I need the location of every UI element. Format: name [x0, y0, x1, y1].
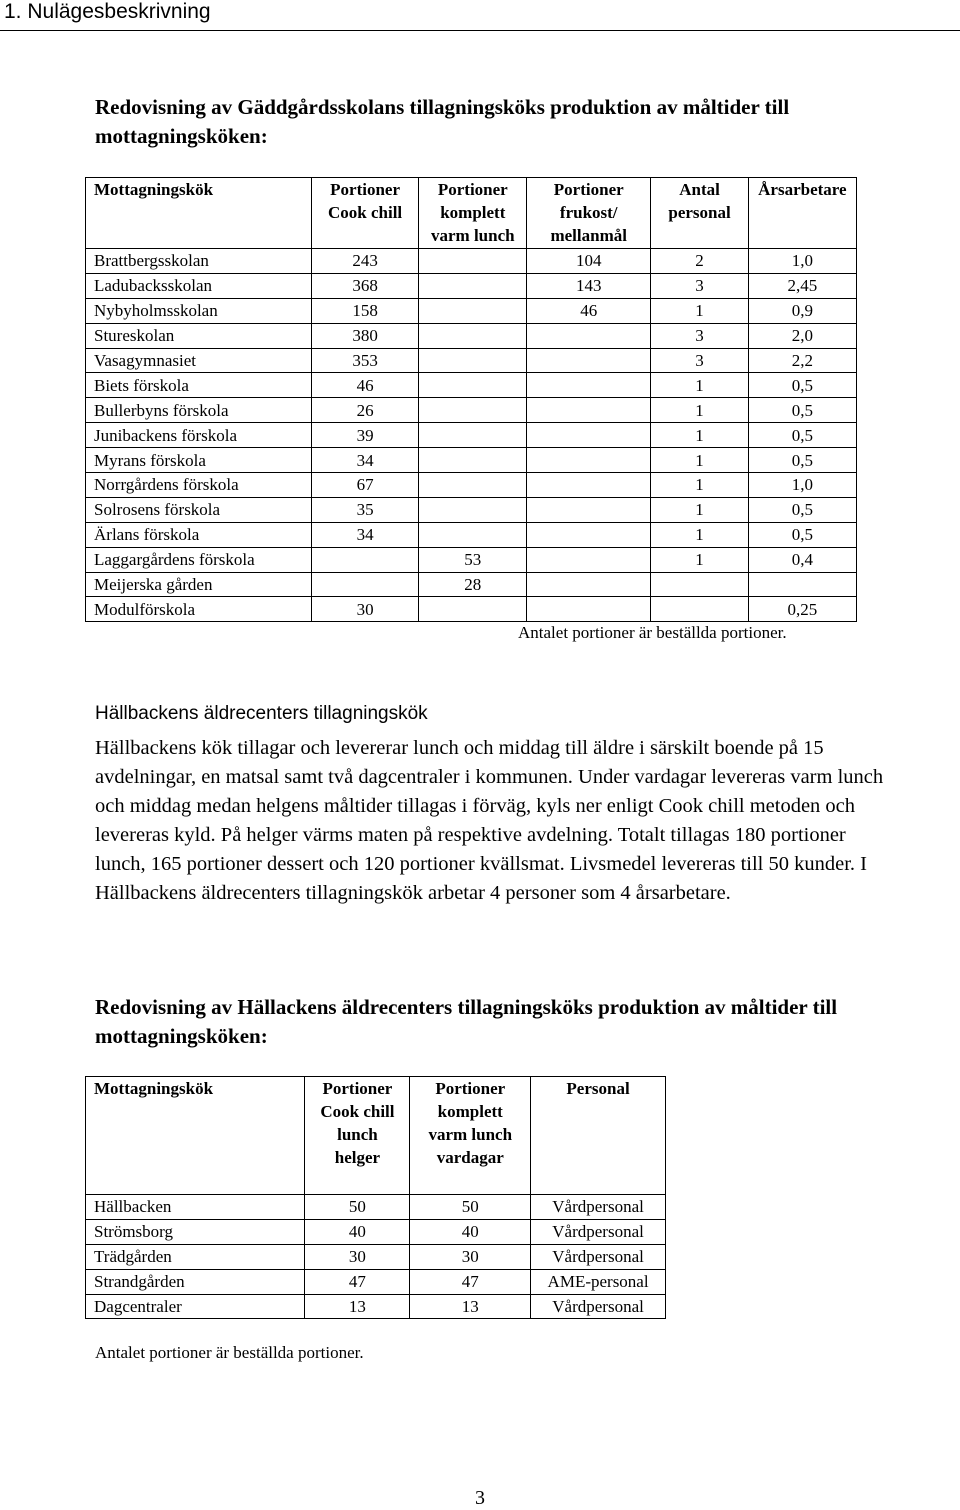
- cell-cookchill-helger: 40: [305, 1219, 410, 1244]
- table-row: [86, 1244, 666, 1269]
- cell-varm-lunch: [419, 348, 527, 373]
- cell-antal-personal: 1: [651, 298, 748, 323]
- cell-mottagningskok: Junibackens förskola: [86, 423, 312, 448]
- table-header-row: [86, 178, 857, 249]
- cell-arsarbetare: 0,25: [748, 597, 856, 622]
- col-header-frukost: Portioner frukost/ mellanmål: [527, 178, 651, 249]
- cell-personal: Vårdpersonal: [531, 1219, 666, 1244]
- cell-mottagningskok: Modulförskola: [86, 597, 312, 622]
- cell-arsarbetare: 2,2: [748, 348, 856, 373]
- cell-varm-lunch-vardagar: 50: [410, 1195, 531, 1220]
- cell-antal-personal: 3: [651, 273, 748, 298]
- cell-frukost: 104: [527, 249, 651, 274]
- cell-personal: AME-personal: [531, 1269, 666, 1294]
- cell-cookchill: 243: [311, 249, 419, 274]
- cell-cookchill-helger: 50: [305, 1195, 410, 1220]
- cell-cookchill: [311, 547, 419, 572]
- table-row: [86, 348, 857, 373]
- cell-frukost: [527, 323, 651, 348]
- cell-frukost: [527, 522, 651, 547]
- section3-heading: Redovisning av Hällackens äldrecenters tillagningsköks produktion av måltider till mottagningsköken:: [95, 995, 838, 1048]
- col-header-antal-personal: Antal personal: [651, 178, 748, 249]
- cell-mottagningskok: Biets förskola: [86, 373, 312, 398]
- cell-antal-personal: 1: [651, 373, 748, 398]
- cell-varm-lunch: [419, 448, 527, 473]
- cell-cookchill: 30: [311, 597, 419, 622]
- cell-personal: Vårdpersonal: [531, 1244, 666, 1269]
- cell-arsarbetare: [748, 572, 856, 597]
- table-row: [86, 1294, 666, 1319]
- cell-varm-lunch: [419, 423, 527, 448]
- cell-arsarbetare: 0,4: [748, 547, 856, 572]
- cell-antal-personal: 1: [651, 473, 748, 498]
- table-header-row: [86, 1077, 666, 1195]
- cell-antal-personal: 1: [651, 448, 748, 473]
- cell-arsarbetare: 0,5: [748, 373, 856, 398]
- table-row: [86, 249, 857, 274]
- cell-mottagningskok: Norrgårdens förskola: [86, 473, 312, 498]
- table-row: [86, 398, 857, 423]
- cell-antal-personal: [651, 572, 748, 597]
- table-row: [86, 522, 857, 547]
- cell-mottagningskok: Strömsborg: [86, 1219, 305, 1244]
- cell-mottagningskok: Brattbergsskolan: [86, 249, 312, 274]
- cell-mottagningskok: Hällbacken: [86, 1195, 305, 1220]
- cell-antal-personal: 3: [651, 323, 748, 348]
- table-row: [86, 273, 857, 298]
- cell-antal-personal: [651, 597, 748, 622]
- cell-mottagningskok: Ärlans förskola: [86, 522, 312, 547]
- cell-cookchill: [311, 572, 419, 597]
- cell-cookchill: 34: [311, 448, 419, 473]
- cell-mottagningskok: Laggargårdens förskola: [86, 547, 312, 572]
- cell-mottagningskok: Strandgården: [86, 1269, 305, 1294]
- cell-arsarbetare: 1,0: [748, 473, 856, 498]
- cell-varm-lunch: [419, 473, 527, 498]
- page-number: 3: [475, 1487, 485, 1509]
- cell-cookchill: 368: [311, 273, 419, 298]
- cell-cookchill: 39: [311, 423, 419, 448]
- cell-varm-lunch: 28: [419, 572, 527, 597]
- cell-antal-personal: 2: [651, 249, 748, 274]
- cell-antal-personal: 1: [651, 497, 748, 522]
- table-hallbacken: [85, 1076, 666, 1319]
- cell-mottagningskok: Solrosens förskola: [86, 497, 312, 522]
- cell-mottagningskok: Bullerbyns förskola: [86, 398, 312, 423]
- col-header-mottagningskok: Mottagningskök: [86, 1077, 305, 1195]
- cell-frukost: [527, 373, 651, 398]
- table-row: [86, 448, 857, 473]
- section2-paragraph: Hällbackens kök tillagar och levererar lunch och middag till äldre i särskilt boende på 15 avdelningar, en matsal samt två dagcentraler i kommunen. Under vardagar levereras varm lunch och middag medan helgens måltider tillagas i förväg, kyls ner enligt Cook chill metoden och levereras kyld. På helger värms maten på respektive avdelning. Totalt tillagas 180 portioner lunch, 165 portioner dessert och 120 portioner kvällsmat. Livsmedel levereras till 50 kunder. I Hällbackens äldrecenters tillagningskök arbetar 4 personer som 4 årsarbetare.: [95, 737, 884, 904]
- table-row: [86, 298, 857, 323]
- table-row: [86, 473, 857, 498]
- cell-personal: Vårdpersonal: [531, 1294, 666, 1319]
- cell-varm-lunch: [419, 273, 527, 298]
- cell-varm-lunch-vardagar: 47: [410, 1269, 531, 1294]
- cell-cookchill: 67: [311, 473, 419, 498]
- cell-mottagningskok: Trädgården: [86, 1244, 305, 1269]
- col-header-varm-lunch-vardagar: Portioner komplett varm lunch vardagar: [410, 1077, 531, 1195]
- cell-mottagningskok: Meijerska gården: [86, 572, 312, 597]
- col-header-cookchill: Portioner Cook chill: [311, 178, 419, 249]
- cell-arsarbetare: 0,5: [748, 423, 856, 448]
- cell-mottagningskok: Vasagymnasiet: [86, 348, 312, 373]
- cell-antal-personal: 1: [651, 423, 748, 448]
- cell-cookchill: 35: [311, 497, 419, 522]
- cell-antal-personal: 1: [651, 547, 748, 572]
- cell-arsarbetare: 0,5: [748, 448, 856, 473]
- table-row: [86, 597, 857, 622]
- cell-frukost: [527, 448, 651, 473]
- cell-antal-personal: 1: [651, 398, 748, 423]
- cell-varm-lunch: [419, 298, 527, 323]
- cell-frukost: [527, 473, 651, 498]
- cell-varm-lunch: [419, 497, 527, 522]
- col-header-varm-lunch: Portioner komplett varm lunch: [419, 178, 527, 249]
- table-row: [86, 423, 857, 448]
- cell-cookchill: 26: [311, 398, 419, 423]
- cell-mottagningskok: Stureskolan: [86, 323, 312, 348]
- cell-frukost: [527, 572, 651, 597]
- cell-varm-lunch: 53: [419, 547, 527, 572]
- cell-cookchill: 158: [311, 298, 419, 323]
- cell-frukost: [527, 497, 651, 522]
- col-header-cookchill-helger: Portioner Cook chill lunch helger: [305, 1077, 410, 1195]
- cell-varm-lunch: [419, 323, 527, 348]
- cell-mottagningskok: Dagcentraler: [86, 1294, 305, 1319]
- table-row: [86, 323, 857, 348]
- cell-frukost: [527, 597, 651, 622]
- col-header-personal: Personal: [531, 1077, 666, 1195]
- table-row: [86, 1269, 666, 1294]
- cell-arsarbetare: 0,5: [748, 522, 856, 547]
- table-gaddgarden: [85, 177, 857, 622]
- cell-cookchill-helger: 47: [305, 1269, 410, 1294]
- table-row: [86, 572, 857, 597]
- cell-cookchill: 353: [311, 348, 419, 373]
- section1-note: Antalet portioner är beställda portioner.: [518, 623, 787, 642]
- cell-mottagningskok: Nybyholmsskolan: [86, 298, 312, 323]
- cell-cookchill-helger: 30: [305, 1244, 410, 1269]
- cell-frukost: [527, 348, 651, 373]
- cell-personal: Vårdpersonal: [531, 1195, 666, 1220]
- cell-arsarbetare: 0,9: [748, 298, 856, 323]
- cell-mottagningskok: Ladubacksskolan: [86, 273, 312, 298]
- cell-cookchill-helger: 13: [305, 1294, 410, 1319]
- cell-mottagningskok: Myrans förskola: [86, 448, 312, 473]
- cell-frukost: 46: [527, 298, 651, 323]
- cell-varm-lunch: [419, 373, 527, 398]
- cell-varm-lunch: [419, 249, 527, 274]
- cell-arsarbetare: 2,45: [748, 273, 856, 298]
- cell-arsarbetare: 0,5: [748, 398, 856, 423]
- cell-varm-lunch-vardagar: 40: [410, 1219, 531, 1244]
- cell-frukost: [527, 398, 651, 423]
- table-row: [86, 373, 857, 398]
- cell-varm-lunch: [419, 597, 527, 622]
- cell-varm-lunch: [419, 522, 527, 547]
- page-header: [0, 0, 960, 31]
- cell-arsarbetare: 0,5: [748, 497, 856, 522]
- col-header-arsarbetare: Årsarbetare: [748, 178, 856, 249]
- cell-arsarbetare: 1,0: [748, 249, 856, 274]
- col-header-mottagningskok: Mottagningskök: [86, 178, 312, 249]
- table-row: [86, 497, 857, 522]
- cell-arsarbetare: 2,0: [748, 323, 856, 348]
- cell-varm-lunch-vardagar: 13: [410, 1294, 531, 1319]
- cell-antal-personal: 1: [651, 522, 748, 547]
- table-row: [86, 1195, 666, 1220]
- cell-frukost: 143: [527, 273, 651, 298]
- header-title: 1. Nulägesbeskrivning: [4, 0, 211, 23]
- cell-varm-lunch: [419, 398, 527, 423]
- section1-heading: Redovisning av Gäddgårdsskolans tillagningsköks produktion av måltider till mottagningsköken:: [95, 95, 790, 148]
- cell-frukost: [527, 547, 651, 572]
- table-row: [86, 1219, 666, 1244]
- cell-antal-personal: 3: [651, 348, 748, 373]
- section3-note: Antalet portioner är beställda portioner.: [95, 1343, 364, 1362]
- cell-cookchill: 380: [311, 323, 419, 348]
- table-row: [86, 547, 857, 572]
- section2-heading: Hällbackens äldrecenters tillagningskök: [95, 703, 428, 724]
- cell-frukost: [527, 423, 651, 448]
- cell-varm-lunch-vardagar: 30: [410, 1244, 531, 1269]
- cell-cookchill: 46: [311, 373, 419, 398]
- cell-cookchill: 34: [311, 522, 419, 547]
